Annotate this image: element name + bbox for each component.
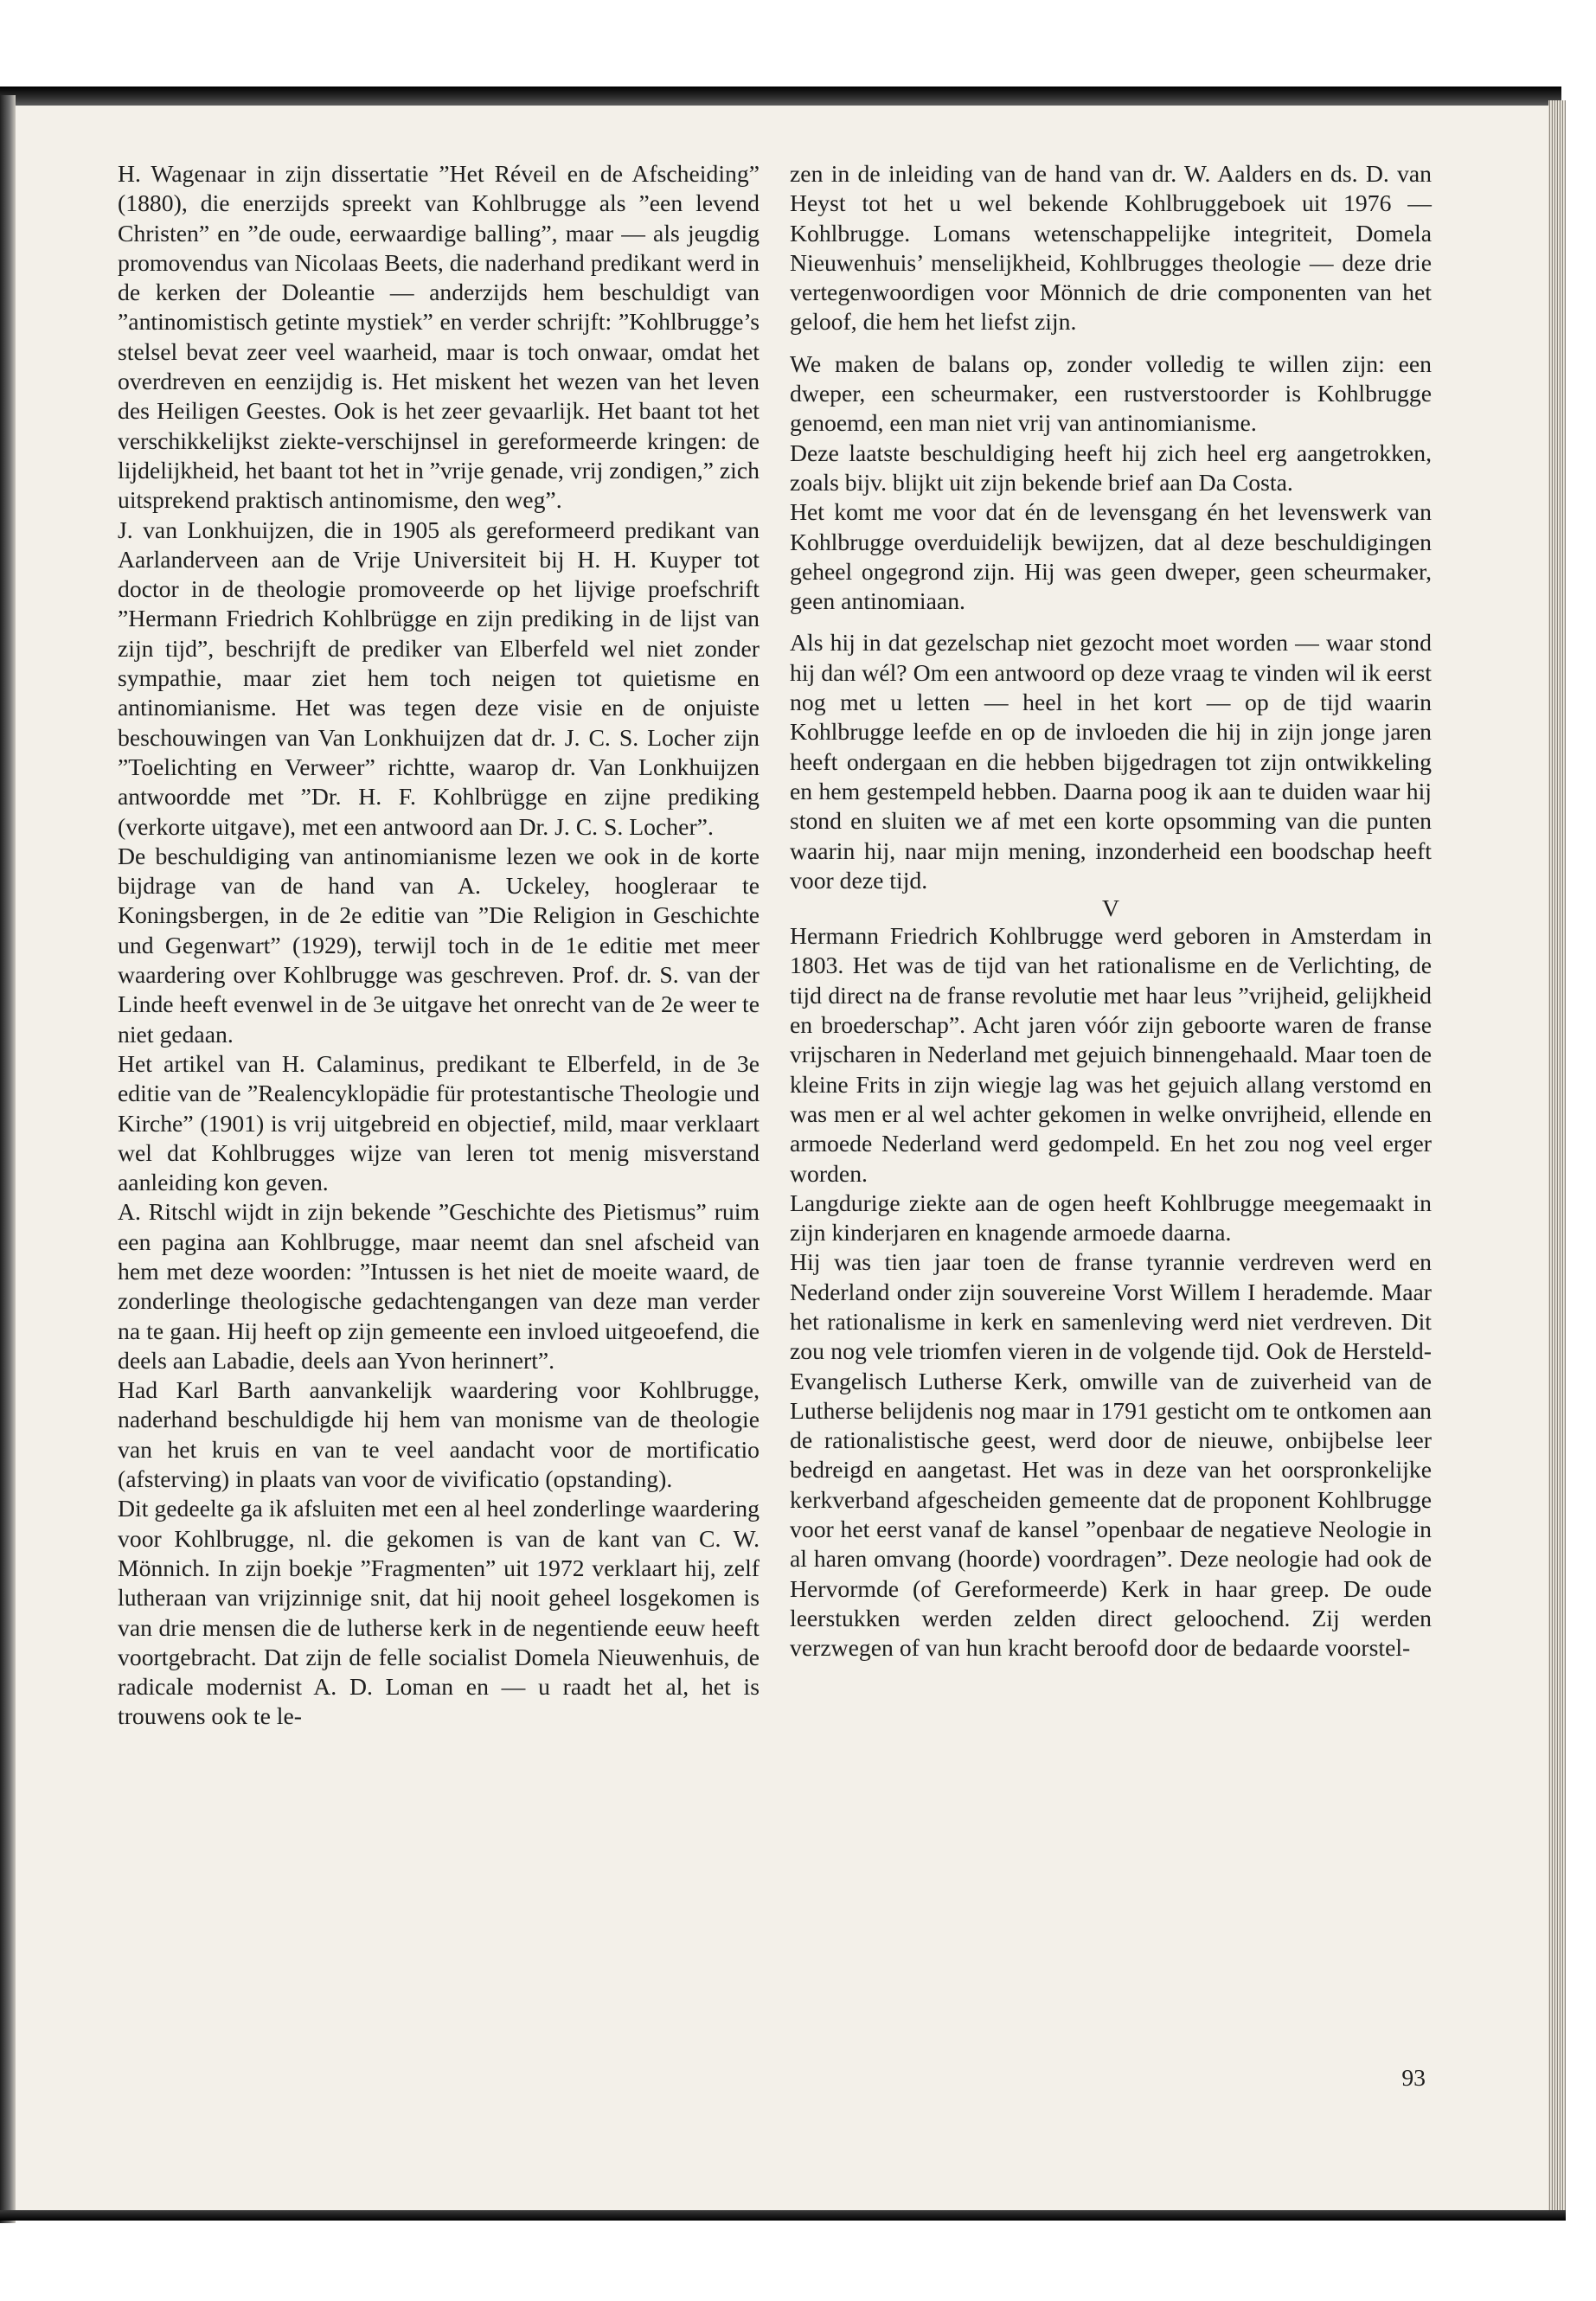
page-stack-edge bbox=[1548, 100, 1566, 2214]
paragraph: Had Karl Barth aanvankelijk waardering voor Kohlbrugge, naderhand beschuldigde hij hem van monisme van de theologie van het kruis en van te veel aandacht voor de mortificatio (afsterving) in plaats van voor de vivificatio (opstanding). bbox=[118, 1376, 760, 1493]
page-number: 93 bbox=[1401, 2064, 1426, 2091]
right-column bbox=[790, 159, 1432, 1663]
paragraph: Deze laatste beschuldiging heeft hij zich heel erg aangetrokken, zoals bijv. blijkt uit zijn bekende brief aan Da Costa. bbox=[790, 439, 1432, 496]
paragraph: Hij was tien jaar toen de franse tyrannie verdreven werd en Nederland onder zijn souvereine Vorst Willem I herademde. Maar het rationalisme in kerk en samenleving werd niet verdreven. Dit zou nog vele triomfen vieren in de volgende tijd. Ook de Hersteld-Evangelisch Lutherse Kerk, omwille van de zuiverheid van de Lutherse belijdenis nog maar in 1791 gesticht om te ontkomen aan de rationalistische geest, werd door de nieuwe, onbijbelse leer bedreigd en aangetast. Het was in deze van het oorspronkelijke kerkverband afgescheiden gemeente dat de proponent Kohlbrugge voor het eerst vanaf de kansel ”openbaar de negatieve Neologie in al haren omvang (hoorde) voordragen”. Deze neologie had ook de Hervormde (of Gereformeerde) Kerk in haar greep. De oude leerstukken werden zelden direct geloochend. Zij werden verzwegen of van hun kracht beroofd door de bedaarde voorstel- bbox=[790, 1248, 1432, 1662]
book-binding-edge bbox=[0, 95, 16, 2223]
paragraph: Het artikel van H. Calaminus, predikant te Elberfeld, in de 3e editie van de ”Realencyklopädie für protestantische Theologie und Kirche” (1901) is vrij uitgebreid en objectief, mild, maar verklaart wel dat Kohlbrugges wijze van leren tot menig misverstand aanleiding kon geven. bbox=[118, 1049, 760, 1196]
paragraph: We maken de balans op, zonder volledig te willen zijn: een dweper, een scheurmaker, een rustverstoorder is Kohlbrugge genoemd, een man niet vrij van antinomianisme. bbox=[790, 349, 1432, 437]
paragraph: Hermann Friedrich Kohlbrugge werd geboren in Amsterdam in 1803. Het was de tijd van het rationalisme en de Verlichting, de tijd direct na de franse revolutie met haar leus ”vrijheid, gelijkheid en broederschap”. Acht jaren vóór zijn geboorte waren de franse vrijscharen in Nederland met gejuich binnengehaald. Maar toen de kleine Frits in zijn wiegje lag was het gejuich allang verstomd en was men er al wel achter gekomen in welke onvrijheid, ellende en armoede Nederland werd gedompeld. En het zou nog veel erger worden. bbox=[790, 922, 1432, 1187]
scan-bottom-shadow bbox=[0, 2210, 1566, 2221]
paragraph: Het komt me voor dat én de levensgang én het levenswerk van Kohlbrugge overduidelijk bewijzen, dat al deze beschuldigingen geheel ongegrond zijn. Hij was geen dweper, geen scheurmaker, geen antinomiaan. bbox=[790, 498, 1432, 615]
paragraph-gap bbox=[790, 337, 1432, 349]
paragraph: Langdurige ziekte aan de ogen heeft Kohlbrugge meegemaakt in zijn kinderjaren en knagende armoede daarna. bbox=[790, 1189, 1432, 1247]
paragraph: zen in de inleiding van de hand van dr. W. Aalders en ds. D. van Heyst tot het u wel bekende Kohlbruggeboek uit 1976 — Kohlbrugge. Lomans wetenschappelijke integriteit, Domela Nieuwenhuis’ menselijkheid, Kohlbrugges theologie — deze drie vertegenwoordigen voor Mönnich de drie componenten van het geloof, die hem het liefst zijn. bbox=[790, 160, 1432, 336]
paragraph: Als hij in dat gezelschap niet gezocht moet worden — waar stond hij dan wél? Om een antwoord op deze vraag te vinden wil ik eerst nog met u letten — heel in het kort — op de tijd waarin Kohlbrugge leefde en op de invloeden die hij in zijn jonge jaren heeft ondergaan en die hebben bijgedragen tot zijn ontwikkeling en hem gestempeld hebben. Daarna poog ik aan te duiden waar hij stond en sluiten we af met een korte opsomming van die punten waarin hij, naar mijn mening, inzonderheid een boodschap heeft voor deze tijd. bbox=[790, 629, 1432, 894]
paragraph: De beschuldiging van antinomianisme lezen we ook in de korte bijdrage van de hand van A. Uckeley, hoogleraar te Koningsbergen, in de 2e editie van ”Die Religion in Geschichte und Gegenwart” (1929), terwijl toch in de 1e editie met meer waardering over Kohlbrugge was geschreven. Prof. dr. S. van der Linde heeft evenwel in de 3e uitgave het onrecht van de 2e weer te niet gedaan. bbox=[118, 842, 760, 1048]
paragraph: J. van Lonkhuijzen, die in 1905 als gereformeerd predikant van Aarlanderveen aan de Vrije Universiteit bij H. H. Kuyper tot doctor in de theologie promoveerde op het lijvige proefschrift ”Hermann Friedrich Kohlbrügge en zijn prediking in de lijst van zijn tijd”, beschrijft de prediker van Elberfeld wel niet zonder sympathie, maar ziet hem toch neigen tot quietisme en antinomianisme. Het was tegen deze visie en de onjuiste beschouwingen van Van Lonkhuijzen dat dr. J. C. S. Locher zijn ”Toelichting en Verweer” richtte, waarop dr. Van Lonkhuijzen antwoordde met ”Dr. H. F. Kohlbrügge en zijne prediking (verkorte uitgave), met een antwoord aan Dr. J. C. S. Locher”. bbox=[118, 516, 760, 840]
section-heading: V bbox=[1102, 894, 1119, 922]
scan-top-shadow bbox=[0, 87, 1561, 106]
left-column bbox=[118, 159, 760, 1732]
paragraph-gap bbox=[790, 616, 1432, 628]
paragraph: H. Wagenaar in zijn dissertatie ”Het Réveil en de Afscheiding” (1880), die enerzijds spreekt van Kohlbrugge als ”een levend Christen” en ”de oude, eerwaardige balling”, maar — als jeugdig promovendus van Nicolaas Beets, die naderhand predikant werd in de kerken der Doleantie — anderzijds hem beschuldigt van ”antinomistisch getinte mystiek” en verder schrijft: ”Kohlbrugge’s stelsel bevat zeer veel waarheid, maar is toch onwaar, omdat het overdreven en eenzijdig is. Het miskent het wezen van het leven des Heiligen Geestes. Ook is het zeer gevaarlijk. Het baant tot het verschikkelijkst ziekte-verschijnsel in gereformeerde kringen: de lijdelijkheid, het baant tot het in ”vrije genade, vrij zondigen,” zich uitsprekend praktisch antinomisme, den weg”. bbox=[118, 160, 760, 514]
paragraph: A. Ritschl wijdt in zijn bekende ”Geschichte des Pietismus” ruim een pagina aan Kohlbrugge, maar neemt dan snel afscheid van hem met deze woorden: ”Intussen is het niet de moeite waard, de zonderlinge theologische gedachtengangen van deze man verder na te gaan. Hij heeft op zijn gemeente een invloed uitgeoefend, die deels aan Labadie, deels aan Yvon herinnert”. bbox=[118, 1198, 760, 1374]
paragraph: Dit gedeelte ga ik afsluiten met een al heel zonderlinge waardering voor Kohlbrugge, nl. die gekomen is van de kant van C. W. Mönnich. In zijn boekje ”Fragmenten” uit 1972 verklaart hij, zelf lutheraan van vrijzinnige snit, dat hij nooit geheel losgekomen is van drie mensen die de lutherse kerk in de negentiende eeuw heeft voortgebracht. Dat zijn de felle socialist Domela Nieuwenhuis, de radicale modernist A. D. Loman en — u raadt het al, het is trouwens ook te le- bbox=[118, 1495, 760, 1730]
